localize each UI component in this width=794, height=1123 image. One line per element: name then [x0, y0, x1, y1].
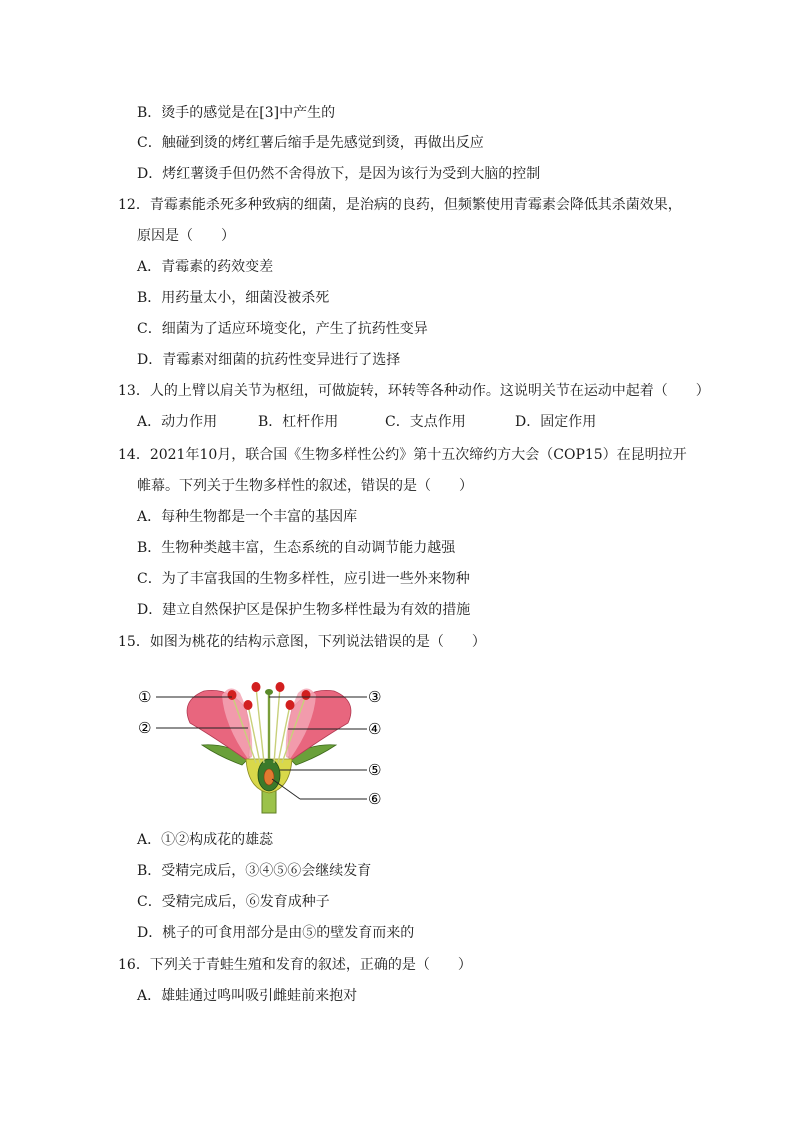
label-5: ⑤: [368, 761, 382, 779]
anther-3: [286, 700, 295, 710]
filament-5: [274, 687, 280, 763]
q12-stem-line1: 12．青霉素能杀死多种致病的细菌，是治病的良药，但频繁使用青霉素会降低其杀菌效果，: [118, 197, 682, 213]
label-2: ②: [138, 719, 152, 737]
q13-option-c: C．支点作用: [385, 414, 466, 430]
anther-5: [276, 682, 285, 692]
peach-flower-diagram: [130, 665, 400, 815]
q13-stem: 13．人的上臂以肩关节为枢纽，可做旋转，环转等各种动作。这说明关节在运动中起着（ ）: [118, 383, 710, 399]
q15-option-b: B．受精完成后，③④⑤⑥会继续发育: [137, 863, 372, 879]
q15-stem: 15．如图为桃花的结构示意图，下列说法错误的是（ ）: [118, 634, 486, 650]
anther-4: [302, 690, 311, 700]
q14-stem-line2: 帷幕。下列关于生物多样性的叙述，错误的是（ ）: [137, 478, 473, 494]
label-4: ④: [368, 720, 382, 738]
q12-option-b: B．用药量太小，细菌没被杀死: [137, 290, 330, 306]
q15-option-a: A．①②构成花的雄蕊: [137, 832, 274, 848]
q12-option-d: D．青霉素对细菌的抗药性变异进行了选择: [137, 352, 401, 368]
q14-stem-line1: 14．2021年10月，联合国《生物多样性公约》第十五次缔约方大会（COP15）在昆明拉开: [118, 447, 687, 463]
anther-2: [244, 700, 253, 710]
q14-option-a: A．每种生物都是一个丰富的基因库: [137, 509, 358, 525]
label-3: ③: [368, 688, 382, 706]
q14-option-d: D．建立自然保护区是保护生物多样性最为有效的措施: [137, 602, 471, 618]
q12-option-c: C．细菌为了适应环境变化，产生了抗药性变异: [137, 321, 428, 337]
q13-option-d: D．固定作用: [515, 414, 597, 430]
stigma: [265, 689, 273, 695]
q13-option-b: B．杠杆作用: [258, 414, 339, 430]
q15-option-c: C．受精完成后，⑥发育成种子: [137, 894, 330, 910]
q12-stem-line2: 原因是（ ）: [137, 228, 235, 244]
q11-option-c: C．触碰到烫的烤红薯后缩手是先感觉到烫，再做出反应: [137, 135, 484, 151]
q11-option-b: B．烫手的感觉是在[3]中产生的: [137, 105, 336, 121]
q12-option-a: A．青霉素的药效变差: [137, 259, 274, 275]
q11-option-d: D．烤红薯烫手但仍然不舍得放下，是因为该行为受到大脑的控制: [137, 166, 541, 182]
q16-stem: 16．下列关于青蛙生殖和发育的叙述，正确的是（ ）: [118, 957, 472, 973]
q15-option-d: D．桃子的可食用部分是由⑤的壁发育而来的: [137, 925, 415, 941]
q16-option-a: A．雄蛙通过鸣叫吸引雌蛙前来抱对: [137, 988, 358, 1004]
q13-option-a: A．动力作用: [137, 414, 218, 430]
anther-1: [228, 690, 237, 700]
label-6: ⑥: [368, 790, 382, 808]
anther-6: [252, 682, 261, 692]
q14-option-b: B．生物种类越丰富，生态系统的自动调节能力越强: [137, 540, 456, 556]
q14-option-c: C．为了丰富我国的生物多样性，应引进一些外来物种: [137, 571, 470, 587]
ovule: [264, 769, 274, 785]
label-1: ①: [138, 688, 152, 706]
